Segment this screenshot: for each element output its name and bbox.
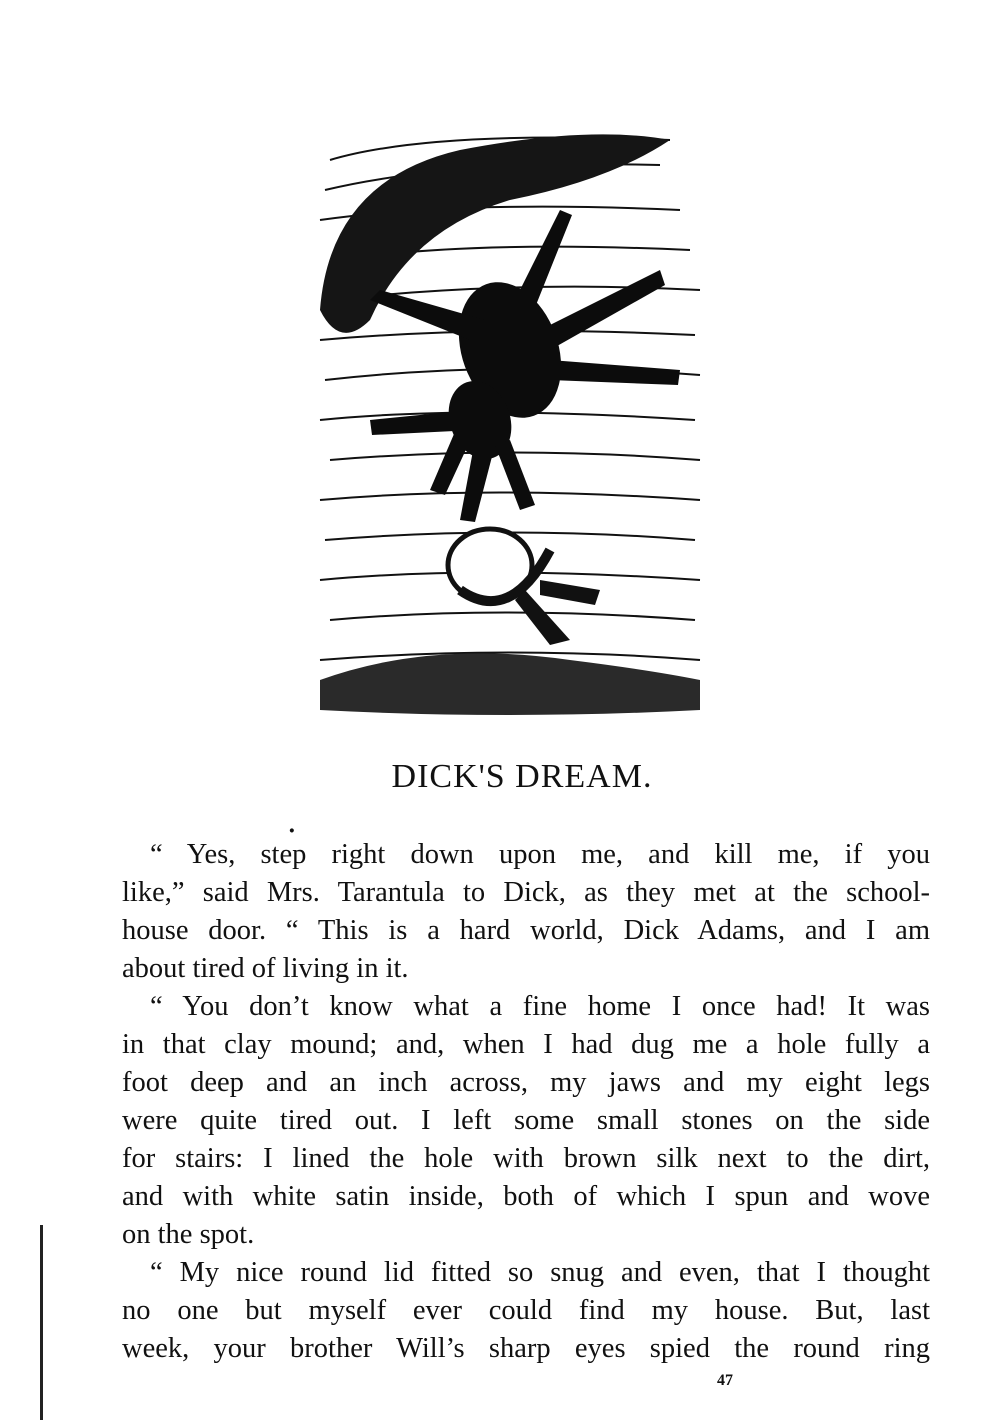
- chapter-title: DICK'S DREAM.: [391, 758, 653, 795]
- text-line: house door. “ This is a hard world, Dick Adams, and I am: [122, 915, 930, 946]
- text-line: were quite tired out. I left some small stones on the side: [122, 1105, 930, 1136]
- tarantula-engraving: [310, 120, 710, 720]
- paragraph-1: [122, 836, 930, 988]
- page-number: 47: [717, 1372, 733, 1389]
- text-line: for stairs: I lined the hole with brown silk next to the dirt,: [122, 1143, 930, 1174]
- text-line: “ My nice round lid fitted so snug and even, that I thought: [150, 1257, 930, 1288]
- paragraph-3: [122, 1254, 930, 1368]
- margin-rule: [40, 1225, 43, 1420]
- text-line: “ Yes, step right down upon me, and kill me, if you: [150, 839, 930, 870]
- paragraph-2: [122, 988, 930, 1254]
- tarantula-illustration-svg: [310, 120, 710, 720]
- text-line: like,” said Mrs. Tarantula to Dick, as they met at the school-: [122, 877, 930, 908]
- trapdoor-lid: [448, 529, 600, 645]
- text-line: about tired of living in it.: [122, 953, 409, 984]
- spider: [370, 210, 680, 522]
- text-line: “ You don’t know what a fine home I once had! It was: [150, 991, 930, 1022]
- text-line: week, your brother Will’s sharp eyes spied the round ring: [122, 1333, 930, 1364]
- text-line: and with white satin inside, both of which I spun and wove: [122, 1181, 930, 1212]
- text-line: foot deep and an inch across, my jaws and my eight legs: [122, 1067, 930, 1098]
- ink-fleck: ·: [288, 818, 296, 844]
- text-line: no one but myself ever could find my house. But, last: [122, 1295, 930, 1326]
- ground-shadow: [320, 653, 700, 715]
- text-line: on the spot.: [122, 1219, 255, 1250]
- chapter-body: [122, 836, 930, 1368]
- text-line: in that clay mound; and, when I had dug me a hole fully a: [122, 1029, 930, 1060]
